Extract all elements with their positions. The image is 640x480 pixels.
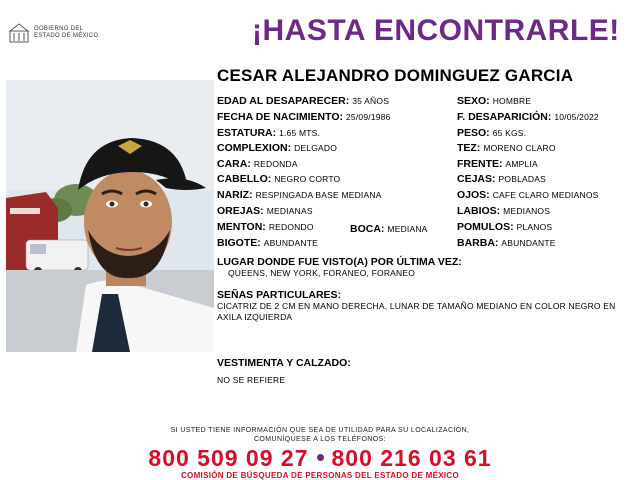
field-value: MEDIANAS xyxy=(266,206,313,216)
field-frente xyxy=(457,158,538,171)
field-cabello xyxy=(217,173,340,186)
missing-person-photo xyxy=(6,80,214,352)
logo-line-1: GOBIERNO DEL xyxy=(34,26,84,32)
field-label: COMPLEXION: xyxy=(217,142,292,154)
field-nariz xyxy=(217,189,382,202)
field-value: POBLADAS xyxy=(498,174,546,184)
field-value: 35 AÑOS xyxy=(352,96,390,106)
field-orejas xyxy=(217,205,313,218)
field-label: BIGOTE: xyxy=(217,237,261,249)
field-peso xyxy=(457,127,526,140)
field-label: OREJAS: xyxy=(217,205,264,217)
field-boca xyxy=(350,223,428,236)
field-label: CEJAS: xyxy=(457,173,496,185)
state-emblem-icon xyxy=(8,22,30,44)
field-label: F. DESAPARICIÓN: xyxy=(457,111,552,123)
logo-text xyxy=(34,26,98,40)
field-cara xyxy=(217,158,298,171)
field-label: PESO: xyxy=(457,127,490,139)
field-cejas xyxy=(457,173,546,186)
field-labios xyxy=(457,205,550,218)
field-value: NEGRO CORTO xyxy=(274,174,341,184)
field-label: POMULOS: xyxy=(457,221,514,233)
vestimenta-title: VESTIMENTA Y CALZADO: xyxy=(217,357,351,369)
field-value: RESPINGADA BASE MEDIANA xyxy=(255,190,382,200)
phone-numbers xyxy=(0,445,640,472)
field-label: TEZ: xyxy=(457,142,481,154)
field-fecha-nacimiento xyxy=(217,111,391,124)
field-value: 10/05/2022 xyxy=(554,112,599,122)
government-logo xyxy=(8,22,128,44)
field-value: REDONDA xyxy=(253,159,298,169)
field-label: FECHA DE NACIMIENTO: xyxy=(217,111,343,123)
field-label: FRENTE: xyxy=(457,158,503,170)
field-menton xyxy=(217,221,314,234)
field-value: REDONDO xyxy=(268,222,314,232)
field-ojos xyxy=(457,189,599,202)
field-value: MEDIANOS xyxy=(503,206,551,216)
field-label: OJOS: xyxy=(457,189,490,201)
last-seen-title: LUGAR DONDE FUE VISTO(A) POR ÚLTIMA VEZ: xyxy=(217,256,462,268)
field-tez xyxy=(457,142,556,155)
field-value: CAFE CLARO MEDIANOS xyxy=(492,190,599,200)
field-label: LABIOS: xyxy=(457,205,501,217)
field-value: 65 KGS. xyxy=(492,128,527,138)
phone-number-1[interactable]: 800 509 09 27 xyxy=(148,445,309,471)
vestimenta-value: NO SE REFIERE xyxy=(217,375,286,385)
headline: ¡HASTA ENCONTRARLE! xyxy=(252,14,620,47)
field-value: 25/09/1986 xyxy=(346,112,391,122)
field-label: EDAD AL DESAPARECER: xyxy=(217,95,350,107)
field-estatura xyxy=(217,127,320,140)
field-label: CABELLO: xyxy=(217,173,272,185)
field-value: MEDIANA xyxy=(387,224,428,234)
logo-line-2: ESTADO DE MÉXICO xyxy=(34,33,99,39)
field-barba xyxy=(457,237,556,250)
field-fecha-desaparicion xyxy=(457,111,599,124)
phone-number-2[interactable]: 800 216 03 61 xyxy=(331,445,492,471)
field-value: AMPLIA xyxy=(505,159,538,169)
footer-note-line-1: SI USTED TIENE INFORMACIÓN QUE SEA DE UTILIDAD PARA SU LOCALIZACIÓN, xyxy=(170,427,470,434)
field-value: PLANOS xyxy=(516,222,553,232)
field-pomulos xyxy=(457,221,552,234)
commission-name: COMISIÓN DE BÚSQUEDA DE PERSONAS DEL ESTADO DE MÉXICO xyxy=(180,471,459,480)
field-value: 1.65 MTS. xyxy=(279,128,321,138)
field-label: BARBA: xyxy=(457,237,499,249)
field-label: ESTATURA: xyxy=(217,127,277,139)
field-label: NARIZ: xyxy=(217,189,253,201)
field-value: ABUNDANTE xyxy=(501,238,556,248)
field-value: MORENO CLARO xyxy=(483,143,556,153)
field-value: ABUNDANTE xyxy=(263,238,318,248)
field-value: DELGADO xyxy=(294,143,338,153)
field-sexo xyxy=(457,95,531,108)
field-complexion xyxy=(217,142,337,155)
field-label: MENTON: xyxy=(217,221,266,233)
separator-dot-icon xyxy=(317,454,324,461)
footer-note-line-2: COMUNÍQUESE A LOS TELÉFONOS: xyxy=(253,436,387,443)
last-seen-value: QUEENS, NEW YORK, FORANEO, FORANEO xyxy=(228,268,416,278)
field-edad xyxy=(217,95,389,108)
senas-title: SEÑAS PARTICULARES: xyxy=(217,289,342,301)
field-label: SEXO: xyxy=(457,95,490,107)
field-value: HOMBRE xyxy=(492,96,532,106)
senas-value: CICATRIZ DE 2 CM EN MANO DERECHA, LUNAR DE TAMAÑO MEDIANO EN COLOR NEGRO EN AXILA IZQUIERDA xyxy=(217,301,616,322)
field-label: CARA: xyxy=(217,158,251,170)
field-label: BOCA: xyxy=(350,223,385,235)
field-bigote xyxy=(217,237,318,250)
person-name: CESAR ALEJANDRO DOMINGUEZ GARCIA xyxy=(217,66,574,85)
